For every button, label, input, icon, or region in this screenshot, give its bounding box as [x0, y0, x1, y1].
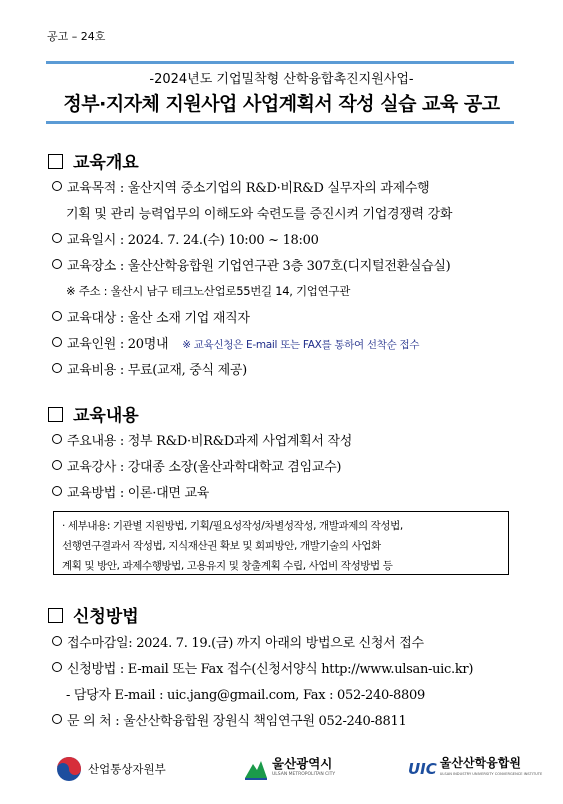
subtitle: -2024년도 기업밀착형 산학융합촉진지원사업- [149, 72, 414, 87]
overview-place-line: 교육장소 : 울산산학융합원 기업연구관 3층 307호(디지털전환실습실) [52, 255, 450, 274]
uic-logo-subtext: ULSAN INDUSTRY UNIVERSITY CONVERGENCE INSTITUTE [439, 772, 543, 776]
uic-mark: UIC [408, 760, 437, 778]
uic-logo-text: 울산산학융합원 [439, 756, 521, 770]
circle-bullet-icon [52, 662, 62, 672]
overview-purpose-line-2: 기획 및 관리 능력업무의 이해도와 숙련도를 증진시켜 기업경쟁력 강화 [66, 207, 453, 222]
content-main-line: 주요내용 : 정부 R&D·비R&D과제 사업계획서 작성 [52, 430, 352, 449]
circle-bullet-icon [52, 363, 62, 373]
circle-bullet-icon [52, 636, 62, 646]
notice-number: 공고 – 24호 [47, 30, 106, 43]
detail-line-1: · 세부내용: 기관별 지원방법, 기획/필요성작성/차별성작성, 개발과제의 작성법, [62, 520, 403, 532]
content-instructor-line: 교육강사 : 강대종 소장(울산과학대학교 겸임교수) [52, 456, 341, 475]
checkbox-square-icon [48, 154, 63, 169]
overview-address-line: ※ 주소 : 울산시 남구 테크노산업로55번길 14, 기업연구관 [66, 284, 350, 298]
ulsan-mountain-icon [244, 758, 268, 780]
overview-cost-line: 교육비용 : 무료(교재, 중식 제공) [52, 359, 247, 378]
apply-inquiry-line: 문 의 처 : 울산산학융합원 장원식 책임연구원 052-240-8811 [52, 710, 406, 729]
section-heading-apply: 신청방법 [48, 602, 139, 627]
circle-bullet-icon [52, 486, 62, 496]
circle-bullet-icon [52, 259, 62, 269]
circle-bullet-icon [52, 460, 62, 470]
ulsan-city-logo-subtext: ULSAN METROPOLITAN CITY [272, 772, 336, 777]
overview-purpose-line: 교육목적 : 울산지역 중소기업의 R&D·비R&D 실무자의 과제수행 [52, 177, 429, 196]
detail-line-2: 선행연구결과서 작성법, 지식재산권 확보 및 회피방안, 개발기술의 사업화 [62, 540, 381, 552]
circle-bullet-icon [52, 714, 62, 724]
circle-bullet-icon [52, 311, 62, 321]
apply-deadline-line: 접수마감일: 2024. 7. 19.(금) 까지 아래의 방법으로 신청서 접수 [52, 632, 424, 651]
page-title: 정부·지자체 지원사업 사업계획서 작성 실습 교육 공고 [63, 93, 500, 115]
checkbox-square-icon [48, 407, 63, 422]
content-detail-box [53, 511, 509, 575]
motie-logo [56, 755, 166, 783]
content-method-line: 교육방법 : 이론·대면 교육 [52, 482, 209, 501]
overview-capacity-line: 교육인원 : 20명내 ※ 교육신청은 E-mail 또는 FAX를 통하여 선착순 접수 [52, 333, 419, 352]
section-heading-overview: 교육개요 [48, 148, 139, 173]
uic-logo [408, 755, 542, 783]
ulsan-city-logo-text: 울산광역시 [272, 756, 333, 771]
circle-bullet-icon [52, 181, 62, 191]
taegeuk-icon [56, 756, 82, 782]
motie-logo-text: 산업통상자원부 [88, 762, 166, 776]
circle-bullet-icon [52, 434, 62, 444]
overview-date-line: 교육일시 : 2024. 7. 24.(수) 10:00 ~ 18:00 [52, 229, 319, 248]
apply-contact-line: - 담당자 E-mail : uic.jang@gmail.com, Fax : 052-240-8809 [66, 688, 425, 703]
overview-target-line: 교육대상 : 울산 소재 기업 재직자 [52, 307, 250, 326]
circle-bullet-icon [52, 233, 62, 243]
apply-method-line: 신청방법 : E-mail 또는 Fax 접수(신청서양식 http://www.ulsan-uic.kr) [52, 658, 473, 677]
checkbox-square-icon [48, 608, 63, 623]
section-heading-content: 교육내용 [48, 401, 139, 426]
capacity-note: ※ 교육신청은 E-mail 또는 FAX를 통하여 선착순 접수 [182, 339, 420, 351]
detail-line-3: 계획 및 방안, 과제수행방법, 고용유지 및 창출계획 수립, 사업비 작성방법 등 [62, 560, 393, 572]
circle-bullet-icon [52, 337, 62, 347]
ulsan-city-logo [244, 755, 335, 783]
title-bottom-bar [46, 121, 514, 124]
title-top-bar [46, 61, 514, 64]
